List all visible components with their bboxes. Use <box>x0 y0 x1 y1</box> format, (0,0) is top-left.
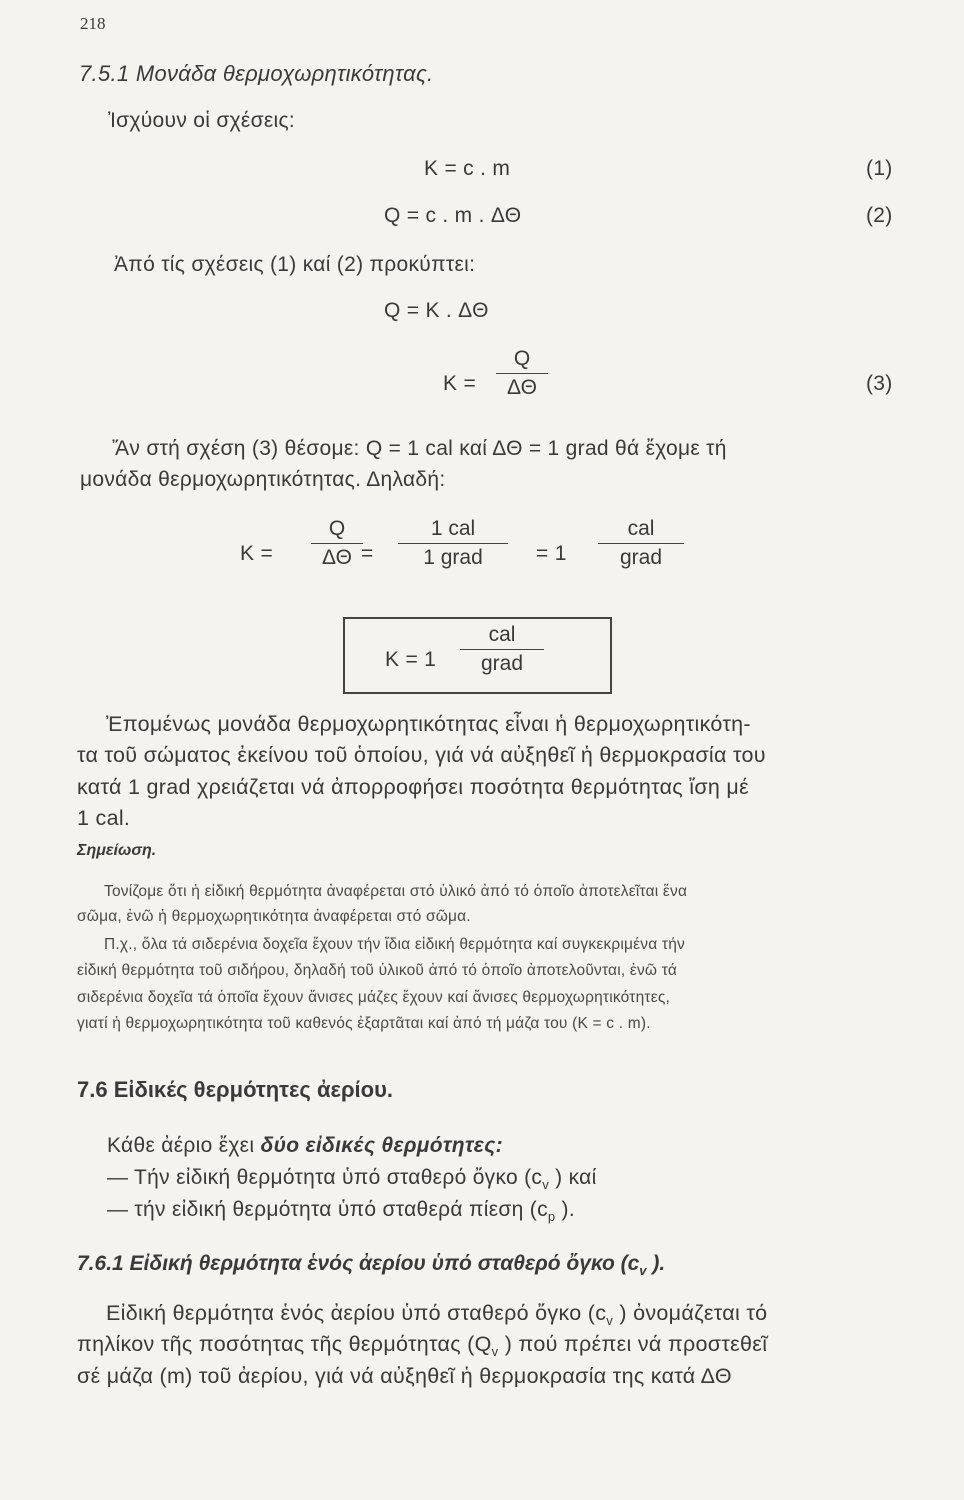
fraction-denominator: ΔΘ <box>507 376 537 399</box>
equation-3a: Q = K . ΔΘ <box>384 299 489 322</box>
fraction-denominator: grad <box>619 546 663 569</box>
equation-2-number: (2) <box>866 204 893 227</box>
fraction-denominator: 1 grad <box>423 546 483 569</box>
paragraph-line-2: τα τοῦ σώματος ἐκείνου τοῦ ὁποίου, γιά νά αὐξηθεῖ ἡ θερμοκρασία του <box>77 743 766 767</box>
fraction-denominator: grad <box>480 652 524 675</box>
gas-intro-emphasis: δύο εἰδικές θερμότητες: <box>260 1134 503 1157</box>
definition-text: ) πού πρέπει νά προστεθεῖ <box>498 1332 768 1356</box>
equation-3-fraction <box>496 345 548 402</box>
page-number: 218 <box>80 14 106 33</box>
definition-text: Εἰδική θερμότητα ἑνός ἀερίου ὑπό σταθερό ὄγκο (c <box>106 1301 607 1325</box>
dash-item-text: — τήν εἰδική θερμότητα ὑπό σταθερά πίεση (c <box>107 1198 548 1221</box>
note-heading: Σημείωση. <box>77 842 157 859</box>
paragraph-line-1: Ἐπομένως μονάδα θερμοχωρητικότητας εἶναι ἡ θερμοχωρητικότη- <box>106 712 751 736</box>
equation-2: Q = c . m . ΔΘ <box>384 204 522 227</box>
note-line-4: εἰδική θερμότητα τοῦ σιδήρου, δηλαδή τοῦ ὑλικοῦ ἀπό τό ὁποῖο ἀποτελοῦνται, ἐνῶ τά <box>77 962 678 979</box>
paragraph-line-3: κατά 1 grad χρειάζεται νά ἀπορροφήσει ποσότητα θερμότητας ἴση μέ <box>77 775 749 799</box>
equals-one: = 1 <box>536 542 567 565</box>
note-line-6: γιατί ἡ θερμοχωρητικότητα τοῦ καθενός ἐξαρτᾶται καί ἀπό τή μάζα του (K = c . m). <box>77 1015 651 1032</box>
definition-line-2 <box>77 1332 767 1359</box>
fraction-numerator: Q <box>328 517 346 540</box>
unit-lhs: K = <box>240 542 274 565</box>
note-line-2: σῶμα, ἐνῶ ἡ θερμοχωρητικότητα ἀναφέρεται στό σῶμα. <box>77 908 471 925</box>
fraction-numerator: Q <box>513 347 531 370</box>
fraction-numerator: cal <box>627 517 655 540</box>
section-heading-7-6: 7.6 Εἰδικές θερμότητες ἀερίου. <box>77 1077 394 1102</box>
subscript: v <box>606 1313 614 1328</box>
fraction-denominator: ΔΘ <box>322 546 352 569</box>
dash-item-cp <box>107 1198 575 1224</box>
definition-line-1 <box>106 1301 767 1328</box>
paragraph-line-4: 1 cal. <box>77 806 131 830</box>
unit-text-line-2: μονάδα θερμοχωρητικότητας. Δηλαδή: <box>80 468 446 491</box>
note-line-5: σιδερένια δοχεῖα τά ὁποῖα ἔχουν ἄνισες μάζες ἔχουν καί ἄνισες θερμοχωρητικότητες, <box>77 989 671 1006</box>
gas-intro-line <box>107 1134 503 1158</box>
subscript: v <box>542 1177 550 1192</box>
unit-text-line-1: Ἄν στή σχέση (3) θέσομε: Q = 1 cal καί ΔΘ = 1 grad θά ἔχομε τή <box>112 437 727 460</box>
heading-text: 7.6.1 Εἰδική θερμότητα ἑνός ἀερίου ὑπό σταθερό ὄγκο (c <box>77 1252 640 1275</box>
equation-1-number: (1) <box>866 157 893 180</box>
dash-item-text: ). <box>555 1198 575 1221</box>
note-line-1: Τονίζομε ὅτι ἡ εἰδική θερμότητα ἀναφέρεται στό ὑλικό ἀπό τό ὁποῖο ἀποτελεῖται ἕνα <box>104 883 688 900</box>
heading-text: ). <box>646 1252 666 1275</box>
subscript: v <box>639 1263 647 1278</box>
section-heading-7-6-1 <box>77 1252 665 1278</box>
unit-fraction-2 <box>398 515 508 572</box>
equation-1: K = c . m <box>424 157 511 180</box>
section-heading-7-5-1: 7.5.1 Μονάδα θερμοχωρητικότητας. <box>79 61 434 86</box>
unit-fraction-1 <box>311 515 363 572</box>
equation-3-lhs: K = <box>443 372 477 395</box>
equation-3-number: (3) <box>866 372 893 395</box>
unit-fraction-3 <box>598 515 684 572</box>
definition-text: ) ὀνομάζεται τό <box>613 1301 768 1325</box>
definition-text: πηλίκον τῆς ποσότητας τῆς θερμότητας (Q <box>77 1332 492 1356</box>
fraction-numerator: cal <box>488 623 516 646</box>
note-line-3: Π.χ., ὅλα τά σιδερένια δοχεῖα ἔχουν τήν ἴδια εἰδική θερμότητα καί συγκεκριμένα τήν <box>104 936 685 953</box>
dash-item-text: — Τήν εἰδική θερμότητα ὑπό σταθερό ὄγκο (c <box>107 1166 543 1189</box>
intro-text: Ἰσχύουν οἱ σχέσεις: <box>108 109 296 132</box>
dash-item-cv <box>107 1166 597 1192</box>
derivation-text: Ἀπό τίς σχέσεις (1) καί (2) προκύπτει: <box>114 253 476 276</box>
equals-sign: = <box>361 542 374 565</box>
dash-item-text: ) καί <box>549 1166 597 1189</box>
gas-intro-text: Κάθε ἀέριο ἔχει <box>107 1134 261 1157</box>
subscript: p <box>547 1209 556 1224</box>
result-fraction <box>460 621 544 678</box>
subscript: v <box>491 1344 499 1359</box>
fraction-numerator: 1 cal <box>430 517 476 540</box>
result-lhs: K = 1 <box>385 648 437 671</box>
definition-line-3: σέ μάζα (m) τοῦ ἀερίου, γιά νά αὐξηθεῖ ἡ θερμοκρασία της κατά ΔΘ <box>77 1364 732 1388</box>
